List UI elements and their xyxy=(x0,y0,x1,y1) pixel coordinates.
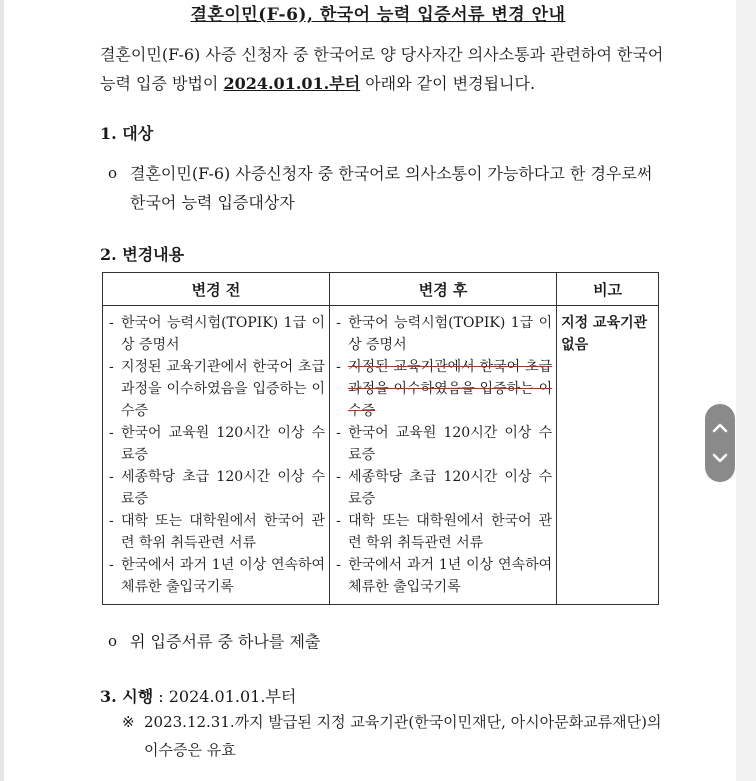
bullet-mark: o xyxy=(108,164,118,182)
list-item: - 대학 또는 대학원에서 한국어 관련 학위 취득관련 서류 xyxy=(107,510,325,554)
chevron-down-icon xyxy=(705,443,735,473)
list-item-struck: - 지정된 교육기관에서 한국어 초급과정을 이수하였음을 입증하는 이수증 xyxy=(334,356,552,422)
list-item: - 한국에서 과거 1년 이상 연속하여 체류한 출입국기록 xyxy=(107,554,325,598)
table-row xyxy=(103,306,659,605)
intro-text-before: 결혼이민(F-6) 사증 신청자 중 한국어로 양 당사자간 의사소통과 관련하여 한국어 능력 입증 방법이 xyxy=(100,45,664,93)
list-item: - 지정된 교육기관에서 한국어 초급과정을 이수하였음을 입증하는 이수증 xyxy=(107,356,325,422)
section-3-footnote xyxy=(122,708,667,764)
list-item: - 한국어 능력시험(TOPIK) 1급 이상 증명서 xyxy=(107,312,325,356)
section-3-heading: 3. 시행 xyxy=(100,687,154,706)
after-cell xyxy=(330,306,557,605)
intro-effective-date: 2024.01.01.부터 xyxy=(223,74,361,93)
section-3-line xyxy=(100,684,296,707)
section-2-bullet xyxy=(108,627,668,656)
scroll-up-button[interactable] xyxy=(705,413,735,443)
header-after: 변경 후 xyxy=(330,273,557,306)
page-edge-right xyxy=(736,0,756,781)
section-3-value: : 2024.01.01.부터 xyxy=(153,687,297,706)
table-header-row xyxy=(103,273,659,306)
list-item: - 한국어 능력시험(TOPIK) 1급 이상 증명서 xyxy=(334,312,552,356)
page-edge-left xyxy=(0,0,4,781)
list-item: - 세종학당 초급 120시간 이상 수료증 xyxy=(107,466,325,510)
section-2-heading: 2. 변경내용 xyxy=(100,245,185,264)
before-list xyxy=(107,312,325,598)
intro-text-after: 아래와 같이 변경됩니다. xyxy=(360,74,536,93)
after-list xyxy=(334,312,552,598)
list-item: - 한국어 교육원 120시간 이상 수료증 xyxy=(334,422,552,466)
before-cell xyxy=(103,306,330,605)
list-item: - 대학 또는 대학원에서 한국어 관련 학위 취득관련 서류 xyxy=(334,510,552,554)
list-item: - 한국어 교육원 120시간 이상 수료증 xyxy=(107,422,325,466)
comparison-table xyxy=(102,272,659,605)
list-item: - 세종학당 초급 120시간 이상 수료증 xyxy=(334,466,552,510)
remarks-cell: 지정 교육기관 없음 xyxy=(557,306,659,605)
section-1-bullet xyxy=(108,159,668,217)
scroll-down-button[interactable] xyxy=(705,443,735,473)
section-1-heading: 1. 대상 xyxy=(100,124,154,143)
header-before: 변경 전 xyxy=(103,273,330,306)
list-item: - 한국에서 과거 1년 이상 연속하여 체류한 출입국기록 xyxy=(334,554,552,598)
header-remarks: 비고 xyxy=(557,273,659,306)
bullet-mark: o xyxy=(108,632,118,650)
intro-paragraph xyxy=(100,40,670,98)
section-1-bullet-text: 결혼이민(F-6) 사증신청자 중 한국어로 의사소통이 가능하다고 한 경우로써 한국어 능력 입증대상자 xyxy=(130,164,653,212)
chevron-up-icon xyxy=(705,413,735,443)
section-2-bullet-text: 위 입증서류 중 하나를 제출 xyxy=(130,632,321,651)
page-scroll-control xyxy=(705,404,735,482)
footnote-text: 2023.12.31.까지 발급된 지정 교육기관(한국이민재단, 아시아문화교류재단)의 이수증은 유효 xyxy=(144,713,662,759)
document-title: 결혼이민(F-6), 한국어 능력 입증서류 변경 안내 xyxy=(190,5,566,25)
footnote-mark: ※ xyxy=(122,713,135,731)
